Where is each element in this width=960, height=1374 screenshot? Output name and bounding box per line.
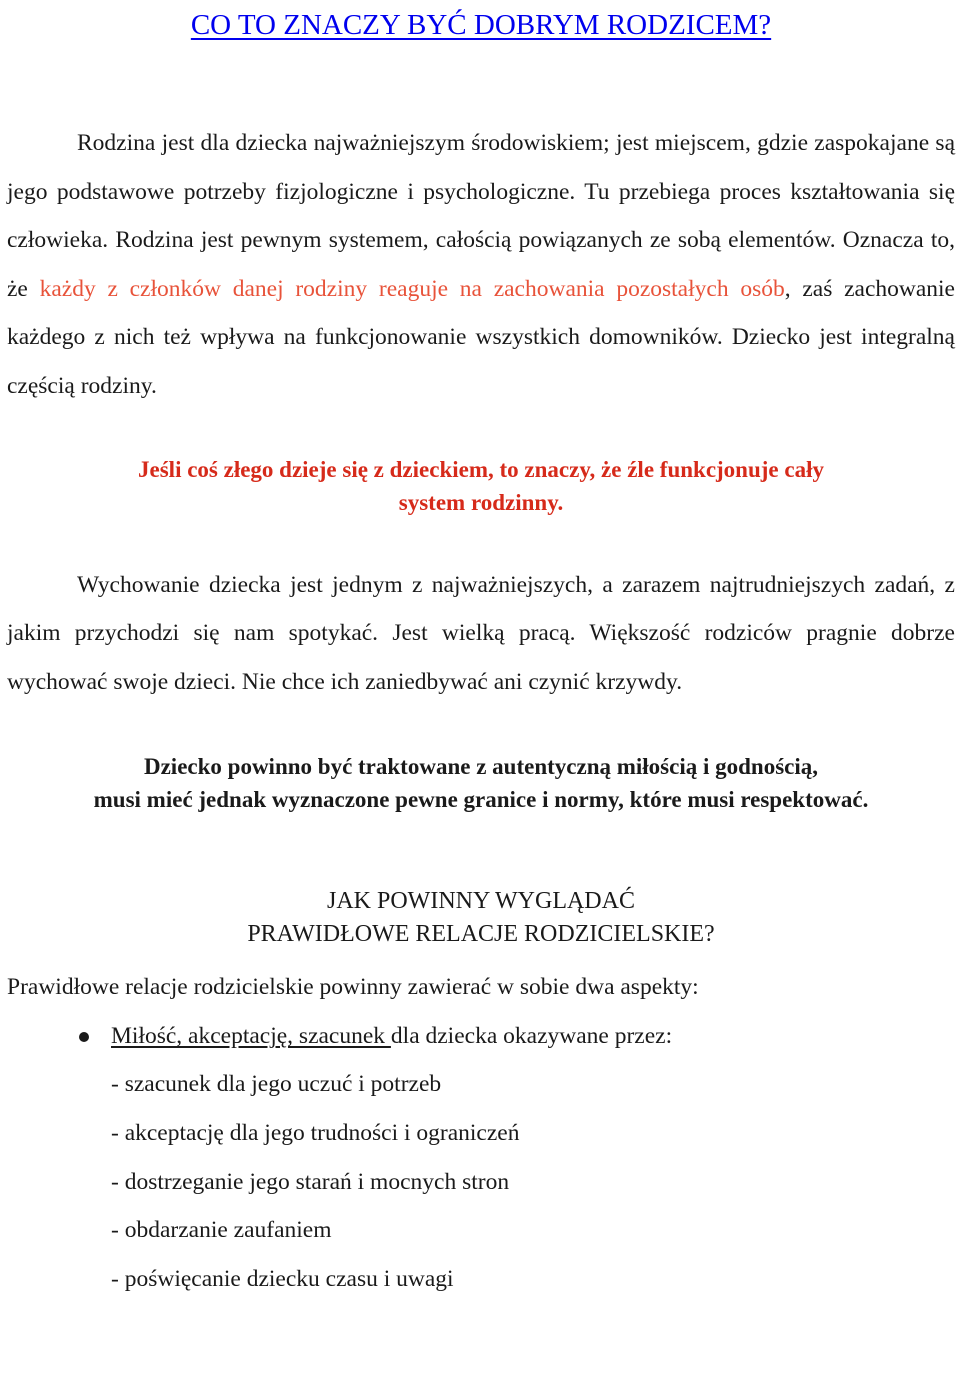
list-item: - szacunek dla jego uczuć i potrzeb [111, 1071, 442, 1098]
paragraph-upbringing-text: Wychowanie dziecka jest jednym z najważniejszych, a zarazem najtrudniejszych zadań, z jakim przychodzi się nam spotykać. Jest wielką pracą. Większość rodziców pragnie dobrze wychować swoje dzieci. Nie chce ich zaniedbywać ani czynić krzywdy. [7, 571, 955, 695]
page-title[interactable]: CO TO ZNACZY BYĆ DOBRYM RODZICEM? [190, 9, 772, 41]
emphasis-bold [7, 750, 955, 816]
list-item: - obdarzanie zaufaniem [111, 1217, 332, 1244]
paragraph-upbringing [7, 561, 955, 707]
emphasis-red-line1: Jeśli coś złego dzieje się z dzieckiem, to znaczy, że źle funkcjonuje cały [138, 456, 824, 482]
emphasis-red [7, 453, 955, 519]
bullet-underlined-text: Miłość, akceptację, szacunek [111, 1023, 391, 1050]
sub-list [7, 1060, 955, 1303]
paragraph-family [7, 119, 955, 411]
list-item: - poświęcanie dziecku czasu i uwagi [111, 1265, 454, 1292]
emphasis-bold-line1: Dziecko powinno być traktowane z autentyczną miłością i godnością, [143, 754, 818, 780]
paragraph-family-highlight: każdy z członków danej rodziny reaguje na zachowania pozostałych osób [39, 275, 785, 302]
bullet-icon [79, 1032, 89, 1042]
paragraph-family-part1: Rodzina jest dla dziecka najważniejszym środowiskiem; jest miejscem, gdzie zaspokajane są jego podstawowe potrzeby fizjologiczne i psychologiczne. Tu przebiega proces kształtowania się człowieka. Rodzina jest pewnym systemem, całością powiązanych ze sobą elementów. Oznacza to, że [7, 130, 955, 302]
intro-text: Prawidłowe relacje rodzicielskie powinny zawierać w sobie dwa aspekty: [7, 974, 699, 1001]
paragraph-family-part2: , zaś zachowanie każdego z nich też wpływa na funkcjonowanie wszystkich domowników. Dziecko jest integralną częścią rodziny. [7, 275, 955, 399]
section-heading [7, 885, 955, 951]
emphasis-red-line2: system rodzinny. [398, 489, 564, 515]
section-heading-line2: PRAWIDŁOWE RELACJE RODZICIELSKIE? [247, 921, 715, 948]
bullet-item [7, 1020, 955, 1053]
list-item: - dostrzeganie jego starań i mocnych stron [111, 1168, 510, 1195]
bullet-rest-text: dla dziecka okazywane przez: [390, 1023, 673, 1050]
list-item: - akceptację dla jego trudności i ograniczeń [111, 1119, 520, 1146]
section-heading-line1: JAK POWINNY WYGLĄDAĆ [327, 888, 635, 915]
emphasis-bold-line2: musi mieć jednak wyznaczone pewne granice i normy, które musi respektować. [93, 787, 869, 813]
document-page [7, 0, 955, 1303]
